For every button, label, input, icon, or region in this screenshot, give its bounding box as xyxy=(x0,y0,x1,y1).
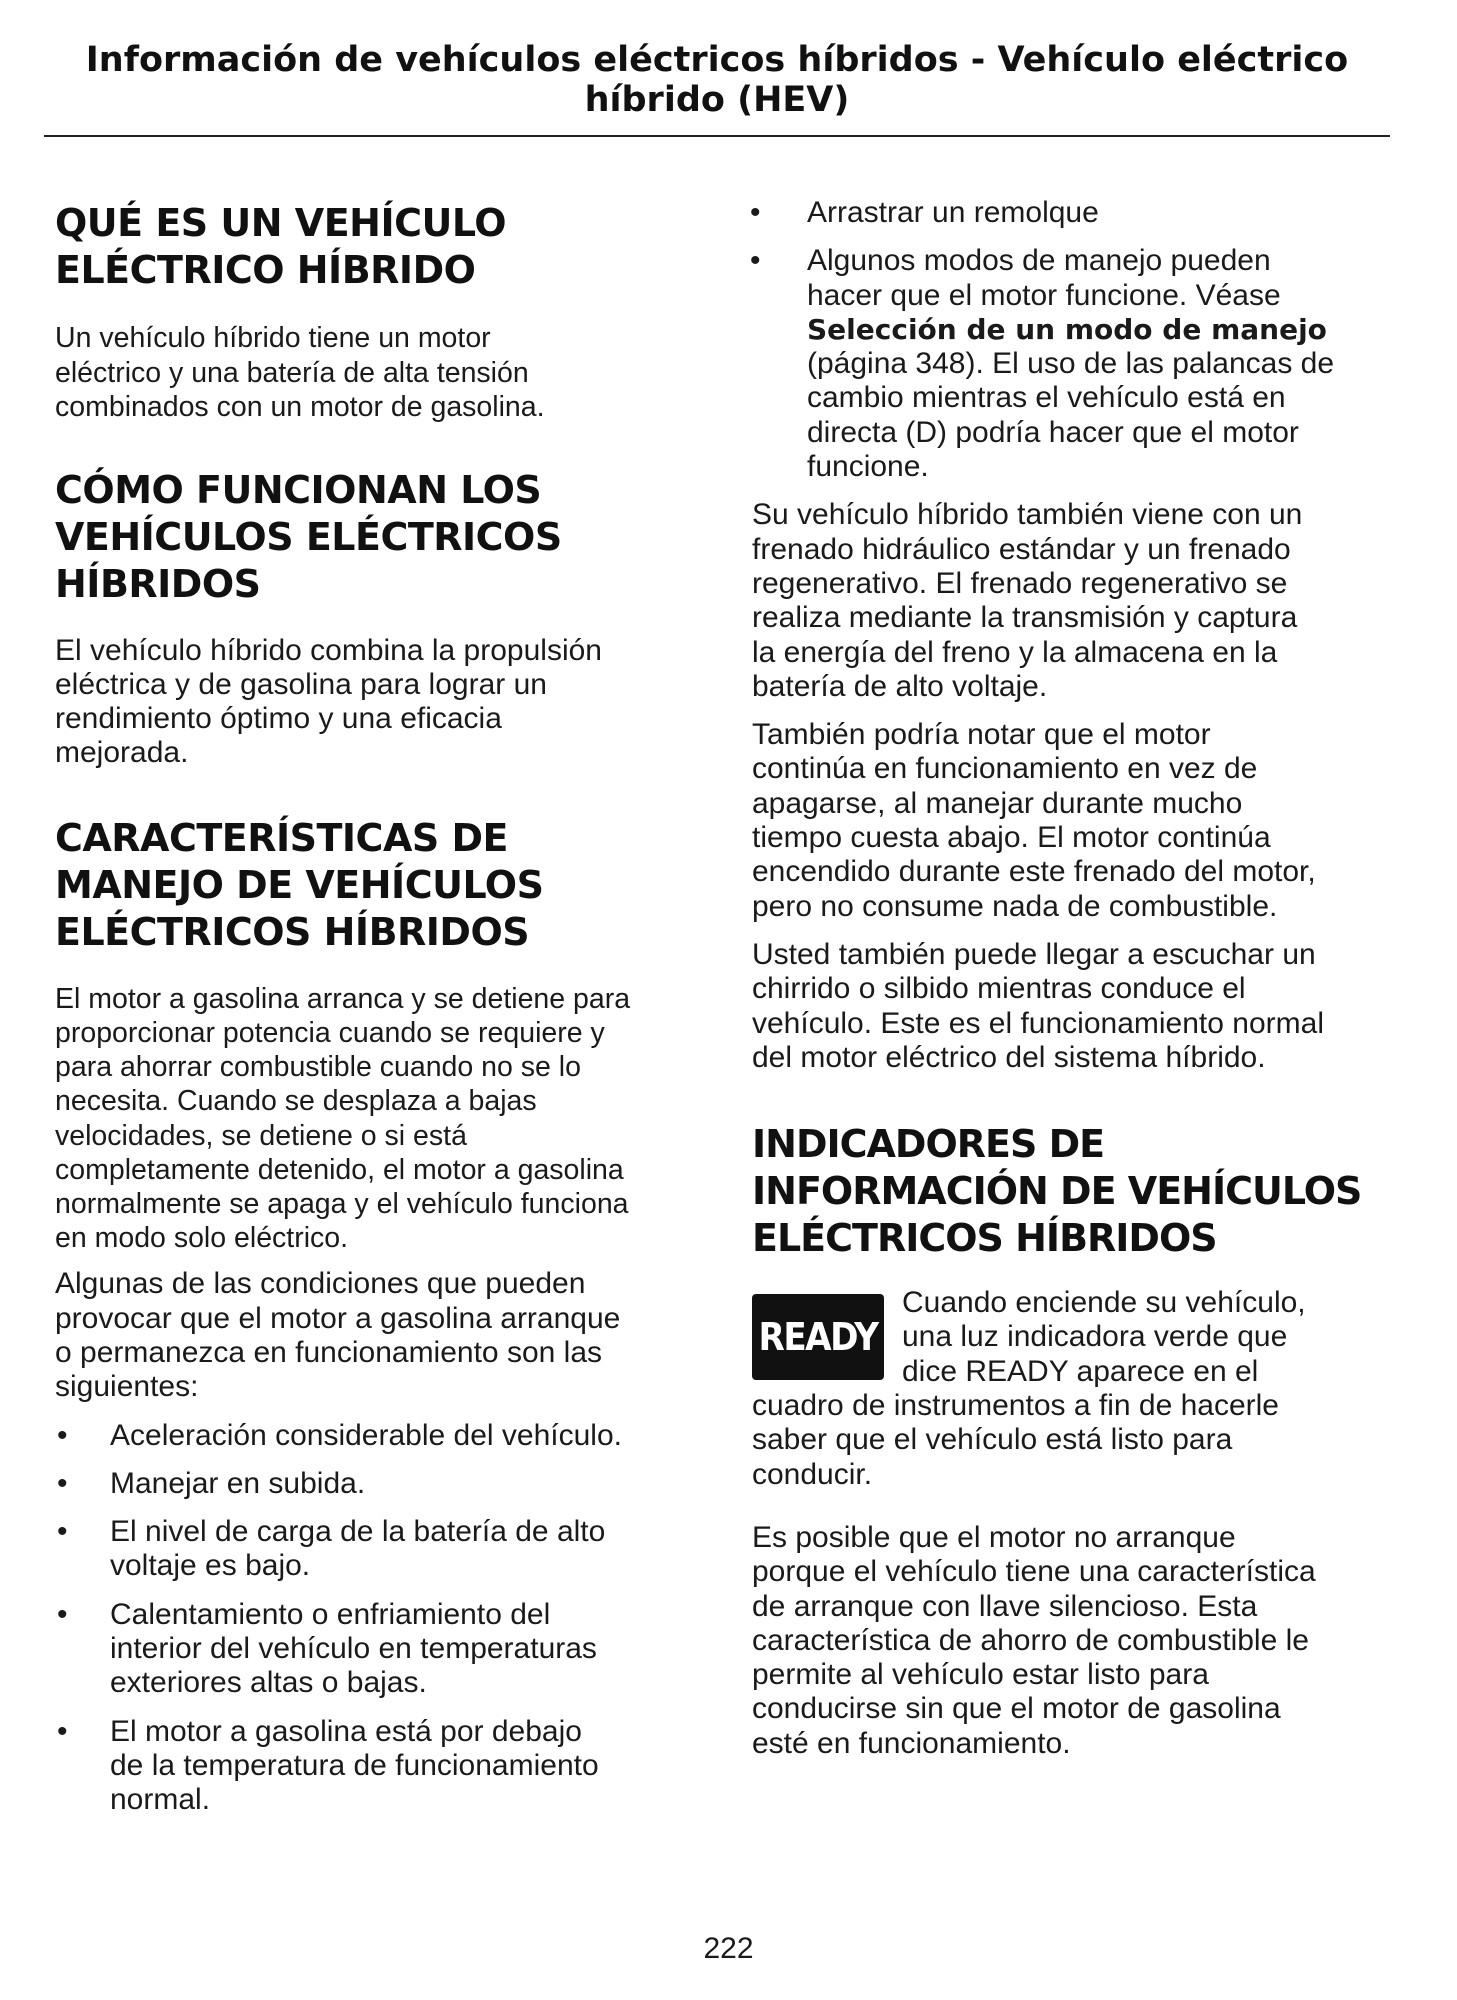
text-line: rendimiento óptimo y una eficacia xyxy=(55,702,502,736)
text-line: en modo solo eléctrico. xyxy=(55,1222,349,1255)
header-title-line-2: híbrido (HEV) xyxy=(584,80,850,120)
list-item xyxy=(55,1419,695,1453)
bullet-icon: • xyxy=(57,1714,68,1748)
text-line: continúa en funcionamiento en vez de xyxy=(752,752,1258,786)
text-line: Algunas de las condiciones que pueden xyxy=(55,1267,586,1301)
left-column xyxy=(55,200,695,1817)
text-line: dice READY aparece en el xyxy=(902,1354,1259,1388)
text-line: necesita. Cuando se desplaza a bajas xyxy=(55,1085,537,1118)
text-line: Usted también puede llegar a escuchar un xyxy=(752,937,1316,971)
text-line: para ahorrar combustible cuando no se lo xyxy=(55,1051,581,1084)
heading-line: QUÉ ES UN VEHÍCULO xyxy=(55,201,507,245)
bullet-icon: • xyxy=(57,1418,68,1452)
text-line: Manejar en subida. xyxy=(110,1466,366,1500)
text-line: El nivel de carga de la batería de alto xyxy=(110,1515,606,1549)
header-divider xyxy=(44,135,1390,137)
list-item xyxy=(55,1467,695,1501)
text-line: característica de ahorro de combustible le xyxy=(752,1623,1309,1657)
paragraph-electric-motor-noise xyxy=(752,938,1402,1075)
text-line: velocidades, se detiene o si está xyxy=(55,1119,467,1152)
text-line: (página 348). El uso de las palancas de xyxy=(807,347,1335,381)
paragraph-what-is-hev xyxy=(55,321,695,425)
heading-line: VEHÍCULOS ELÉCTRICOS xyxy=(55,514,562,559)
text-line: chirrido o silbido mientras conduce el xyxy=(752,972,1246,1006)
text-line: cambio mientras el vehículo está en xyxy=(807,381,1286,415)
bullet-icon: • xyxy=(750,244,761,278)
header-title-line-1: Información de vehículos eléctricos híbridos - Vehículo eléctrico xyxy=(85,40,1349,80)
text-line: interior del vehículo en temperaturas xyxy=(110,1631,597,1665)
text-line: exteriores altas o bajas. xyxy=(110,1666,427,1700)
text-line: También podría notar que el motor xyxy=(752,718,1211,752)
text-line: Arrastrar un remolque xyxy=(807,196,1099,229)
bullet-icon: • xyxy=(57,1597,68,1631)
heading-line: INDICADORES DE xyxy=(752,1122,1105,1167)
paragraph-engine-start-stop xyxy=(55,982,695,1256)
text-line: Un vehículo híbrido tiene un motor xyxy=(55,322,491,354)
text-line: frenado hidráulico estándar y un frenado xyxy=(752,532,1291,566)
text-line: normalmente se apaga y el vehículo funciona xyxy=(55,1187,629,1220)
text-line: Su vehículo híbrido también viene con un xyxy=(752,498,1303,532)
text-line: regenerativo. El frenado regenerativo se xyxy=(752,566,1288,600)
ready-indicator-block xyxy=(752,1286,1402,1492)
paragraph-conditions-intro xyxy=(55,1267,695,1404)
page-number: 222 xyxy=(703,1932,754,1965)
text-line: batería de alto voltaje. xyxy=(752,669,1048,703)
conditions-list-continued xyxy=(752,196,1402,484)
heading-line: ELÉCTRICOS HÍBRIDOS xyxy=(752,1216,1217,1261)
text-line: tiempo cuesta abajo. El motor continúa xyxy=(752,821,1271,855)
text-line: funcione. xyxy=(807,450,929,484)
text-line: El motor a gasolina está por debajo xyxy=(110,1714,582,1748)
bullet-icon: • xyxy=(750,196,761,229)
paragraph-engine-braking xyxy=(752,718,1402,924)
heading-line: ELÉCTRICO HÍBRIDO xyxy=(55,248,476,292)
paragraph-how-hev-works xyxy=(55,634,695,771)
list-item xyxy=(55,1515,695,1584)
bullet-icon: • xyxy=(57,1515,68,1549)
bullet-icon: • xyxy=(57,1466,68,1500)
page-header xyxy=(44,40,1390,120)
text-line: proporcionar potencia cuando se requiere y xyxy=(55,1016,605,1049)
text-line: mejorada. xyxy=(55,736,189,770)
text-line: provocar que el motor a gasolina arranque xyxy=(55,1301,621,1335)
text-line: siguientes: xyxy=(55,1370,199,1404)
text-line: conducir. xyxy=(752,1457,873,1491)
heading-line: MANEJO DE VEHÍCULOS xyxy=(55,862,544,907)
text-line: apagarse, al manejar durante mucho xyxy=(752,786,1243,820)
right-column xyxy=(752,196,1402,1761)
text-line: cuadro de instrumentos a fin de hacerle xyxy=(752,1389,1279,1423)
heading-line: INFORMACIÓN DE VEHÍCULOS xyxy=(752,1169,1362,1214)
heading-line: HÍBRIDOS xyxy=(55,561,261,606)
text-line: de arranque con llave silencioso. Esta xyxy=(752,1589,1258,1623)
text-line: eléctrica y de gasolina para lograr un xyxy=(55,667,547,701)
text-line: encendido durante este frenado del motor, xyxy=(752,855,1316,889)
list-item xyxy=(752,244,1402,484)
text-line: o permanezca en funcionamiento son las xyxy=(55,1335,603,1369)
text-line: esté en funcionamiento. xyxy=(752,1726,1071,1760)
heading-line: CARACTERÍSTICAS DE xyxy=(55,815,508,860)
text-line: voltaje es bajo. xyxy=(110,1549,311,1583)
section-heading-driving-characteristics xyxy=(55,815,695,956)
heading-line: ELÉCTRICOS HÍBRIDOS xyxy=(55,909,530,954)
text-line: Cuando enciende su vehículo, xyxy=(902,1286,1306,1320)
section-heading-what-is-hev xyxy=(55,200,695,294)
text-line: vehículo. Este es el funcionamiento normal xyxy=(752,1006,1324,1040)
text-line: permite al vehículo estar listo para xyxy=(752,1658,1209,1692)
cross-reference-link[interactable]: Selección de un modo de manejo xyxy=(807,312,1327,346)
text-line: Aceleración considerable del vehículo. xyxy=(110,1418,622,1452)
text-line: hacer que el motor funcione. Véase xyxy=(807,278,1281,312)
list-item xyxy=(752,196,1402,230)
text-line: completamente detenido, el motor a gasolina xyxy=(55,1153,624,1186)
text-line: Calentamiento o enfriamiento del xyxy=(110,1597,551,1631)
text-line: El vehículo híbrido combina la propulsión xyxy=(55,633,602,667)
conditions-list xyxy=(55,1419,695,1818)
paragraph-regenerative-braking xyxy=(752,498,1402,704)
text-line: Es posible que el motor no arranque xyxy=(752,1520,1236,1554)
text-line: Algunos modos de manejo pueden xyxy=(807,244,1271,278)
list-item xyxy=(55,1598,695,1701)
text-line: porque el vehículo tiene una característica xyxy=(752,1555,1316,1589)
text-line: normal. xyxy=(110,1783,211,1817)
text-line: El motor a gasolina arranca y se detiene para xyxy=(55,982,631,1015)
text-line: una luz indicadora verde que xyxy=(902,1320,1288,1354)
heading-line: CÓMO FUNCIONAN LOS xyxy=(55,467,542,512)
section-heading-hev-indicators xyxy=(752,1121,1402,1262)
text-line: eléctrico y una batería de alta tensión xyxy=(55,356,529,389)
text-line: conducirse sin que el motor de gasolina xyxy=(752,1692,1281,1726)
text-line: de la temperatura de funcionamiento xyxy=(110,1748,599,1782)
text-line: realiza mediante la transmisión y captura xyxy=(752,601,1298,635)
text-line: la energía del freno y la almacena en la xyxy=(752,635,1278,669)
text-line: saber que el vehículo está listo para xyxy=(752,1423,1233,1457)
text-line: directa (D) podría hacer que el motor xyxy=(807,415,1299,449)
ready-indicator-icon: READY xyxy=(752,1294,884,1380)
paragraph-silent-key-start xyxy=(752,1521,1402,1761)
text-line: pero no consume nada de combustible. xyxy=(752,889,1278,923)
text-line: del motor eléctrico del sistema híbrido. xyxy=(752,1040,1266,1074)
text-line: combinados con un motor de gasolina. xyxy=(55,391,545,423)
list-item xyxy=(55,1715,695,1818)
section-heading-how-hev-works xyxy=(55,467,695,608)
